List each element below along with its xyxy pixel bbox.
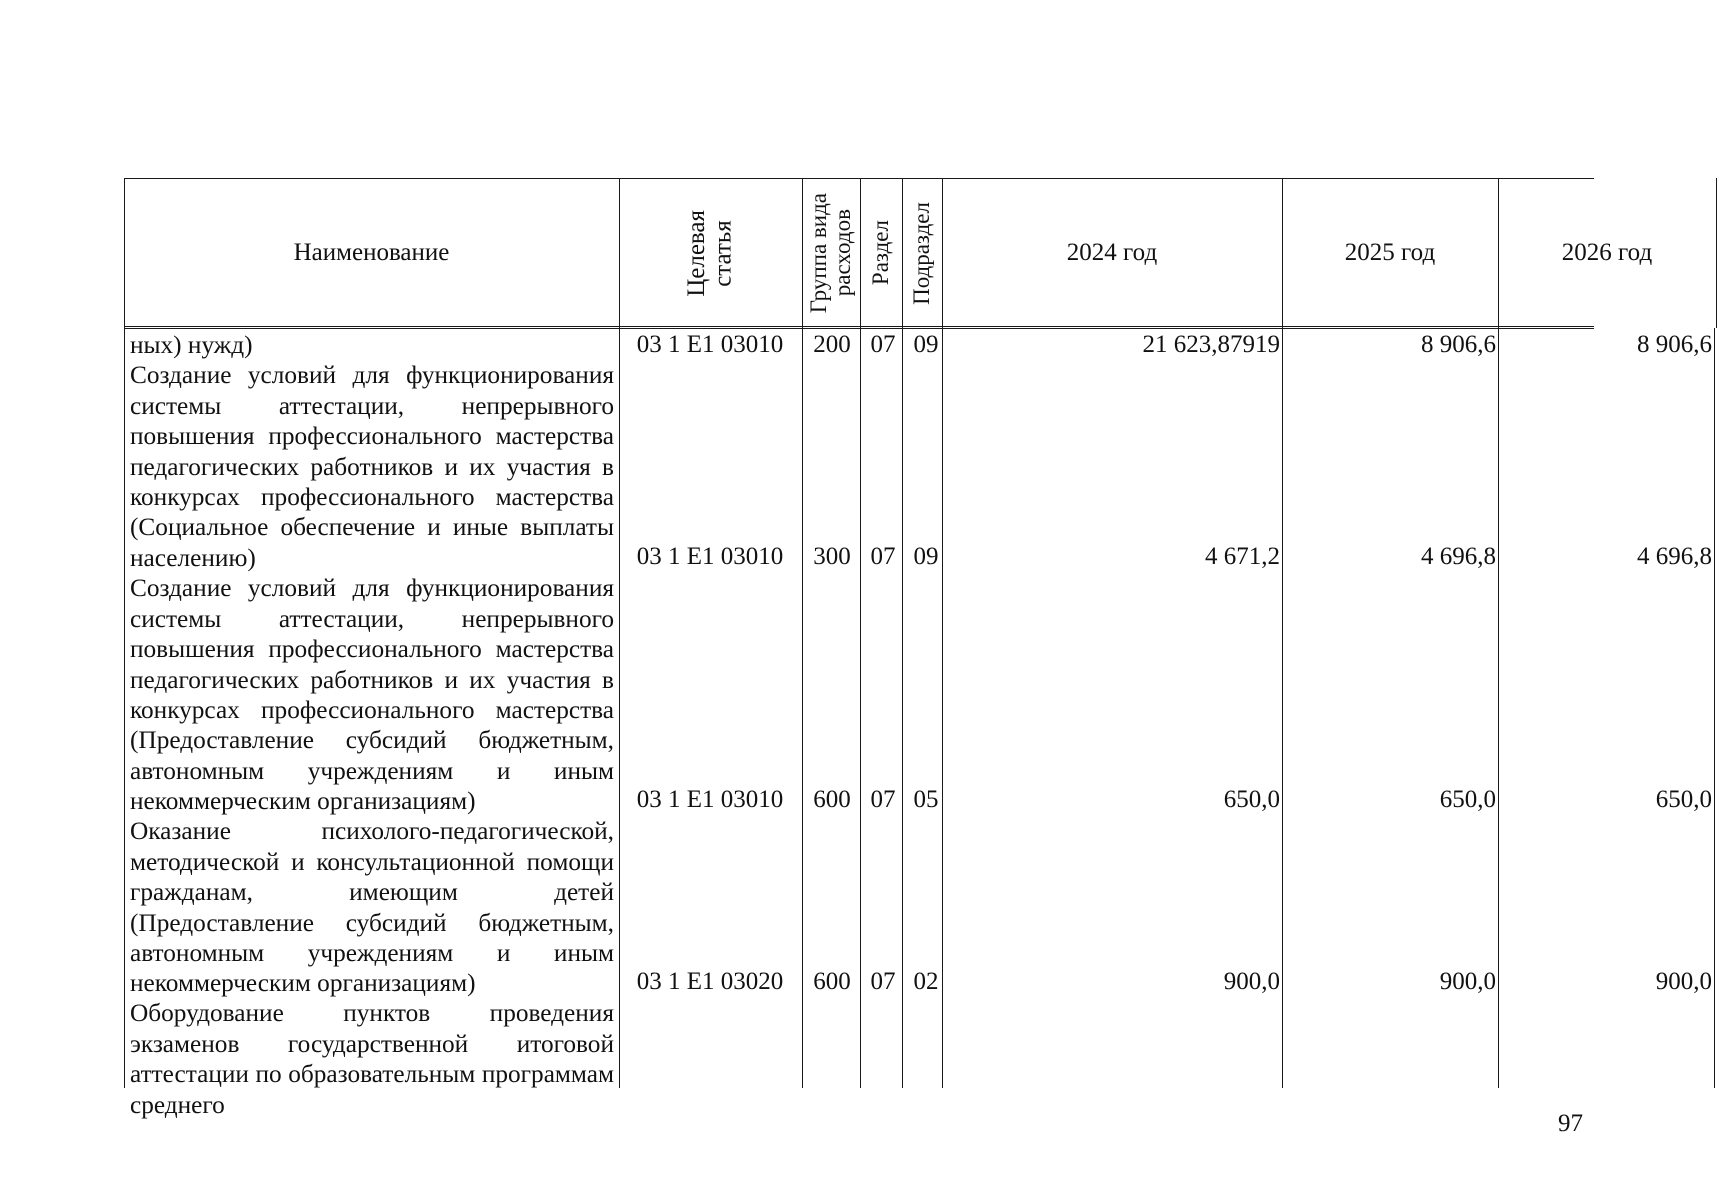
cell-expense-group: 600 bbox=[813, 786, 851, 813]
cell-section: 07 bbox=[870, 543, 896, 570]
header-target-article bbox=[619, 178, 802, 328]
cell-2025: 900,0 bbox=[1439, 968, 1496, 995]
cell-subsection: 02 bbox=[913, 968, 939, 995]
cell-subsection: 09 bbox=[913, 543, 939, 570]
col-border bbox=[1714, 328, 1715, 1088]
cell-expense-group: 300 bbox=[813, 543, 851, 570]
cell-2024: 21 623,87919 bbox=[1142, 331, 1280, 358]
cell-2024: 650,0 bbox=[1223, 786, 1280, 813]
cell-2026: 8 906,6 bbox=[1637, 331, 1712, 358]
header-section-text: Раздел bbox=[867, 220, 893, 286]
header-year-2025 bbox=[1282, 178, 1498, 328]
row-name: ных) нужд) bbox=[130, 331, 253, 359]
cell-section: 07 bbox=[870, 331, 896, 358]
header-target-article-text: Целевая статья bbox=[683, 209, 737, 297]
budget-table bbox=[124, 178, 1712, 1119]
row-name: Оборудование пунктов проведения экзаменов государственной итоговой аттестации по образовательным программам среднего bbox=[130, 999, 614, 1119]
cell-section: 07 bbox=[870, 786, 896, 813]
cell-2024: 900,0 bbox=[1223, 968, 1280, 995]
table-row bbox=[124, 330, 1712, 360]
cell-2026: 4 696,8 bbox=[1637, 543, 1712, 570]
cell-target-article: 03 1 Е1 03010 bbox=[636, 543, 784, 570]
cell-target-article: 03 1 Е1 03010 bbox=[636, 786, 784, 813]
cell-target-article: 03 1 Е1 03020 bbox=[636, 968, 784, 995]
row-name: Создание условий для функционирования системы аттестации, непрерывного повышения профессионального мастерства педагогических работников и их участия в конкурсах профессионального мастерства (Предоставление субсидий бюджетным, автономным учреждениям и иным некоммерческим организациям) bbox=[130, 574, 614, 816]
header-expense-group bbox=[802, 178, 860, 328]
cell-2024: 4 671,2 bbox=[1205, 543, 1280, 570]
row-name: Создание условий для функционирования системы аттестации, непрерывного повышения профессионального мастерства педагогических работников и их участия в конкурсах профессионального мастерства (Социальное обеспечение и иные выплаты населению) bbox=[130, 361, 614, 572]
header-expense-group-text: Группа вида расходов bbox=[805, 192, 855, 314]
row-name: Оказание психолого-педагогической, методической и консультационной помощи гражданам, имеющим детей (Предоставление субсидий бюджетным, автономным учреждениям и иным некоммерческим организациям) bbox=[130, 817, 614, 998]
cell-2025: 650,0 bbox=[1439, 786, 1496, 813]
table-row bbox=[124, 785, 1712, 815]
table-row bbox=[124, 542, 1712, 572]
header-year-2024-text: 2024 год bbox=[1066, 239, 1158, 267]
cell-section: 07 bbox=[870, 968, 896, 995]
header-name bbox=[124, 178, 619, 328]
header-year-2026-text: 2026 год bbox=[1561, 239, 1653, 267]
cell-expense-group: 600 bbox=[813, 968, 851, 995]
header-year-2026 bbox=[1498, 178, 1716, 328]
cell-2026: 900,0 bbox=[1655, 968, 1712, 995]
header-year-2024 bbox=[942, 178, 1282, 328]
table-row bbox=[124, 967, 1712, 997]
cell-subsection: 05 bbox=[913, 786, 939, 813]
cell-2026: 650,0 bbox=[1655, 786, 1712, 813]
cell-expense-group: 200 bbox=[813, 331, 851, 358]
header-section bbox=[860, 178, 902, 328]
cell-target-article: 03 1 Е1 03010 bbox=[636, 331, 784, 358]
header-subsection-text: Подраздел bbox=[908, 201, 934, 305]
header-subsection bbox=[902, 178, 942, 328]
header-year-2025-text: 2025 год bbox=[1344, 239, 1436, 267]
cell-2025: 8 906,6 bbox=[1421, 331, 1496, 358]
page-number: 97 bbox=[1558, 1110, 1583, 1137]
cell-2025: 4 696,8 bbox=[1421, 543, 1496, 570]
header-name-text: Наименование bbox=[293, 239, 450, 267]
cell-subsection: 09 bbox=[913, 331, 939, 358]
